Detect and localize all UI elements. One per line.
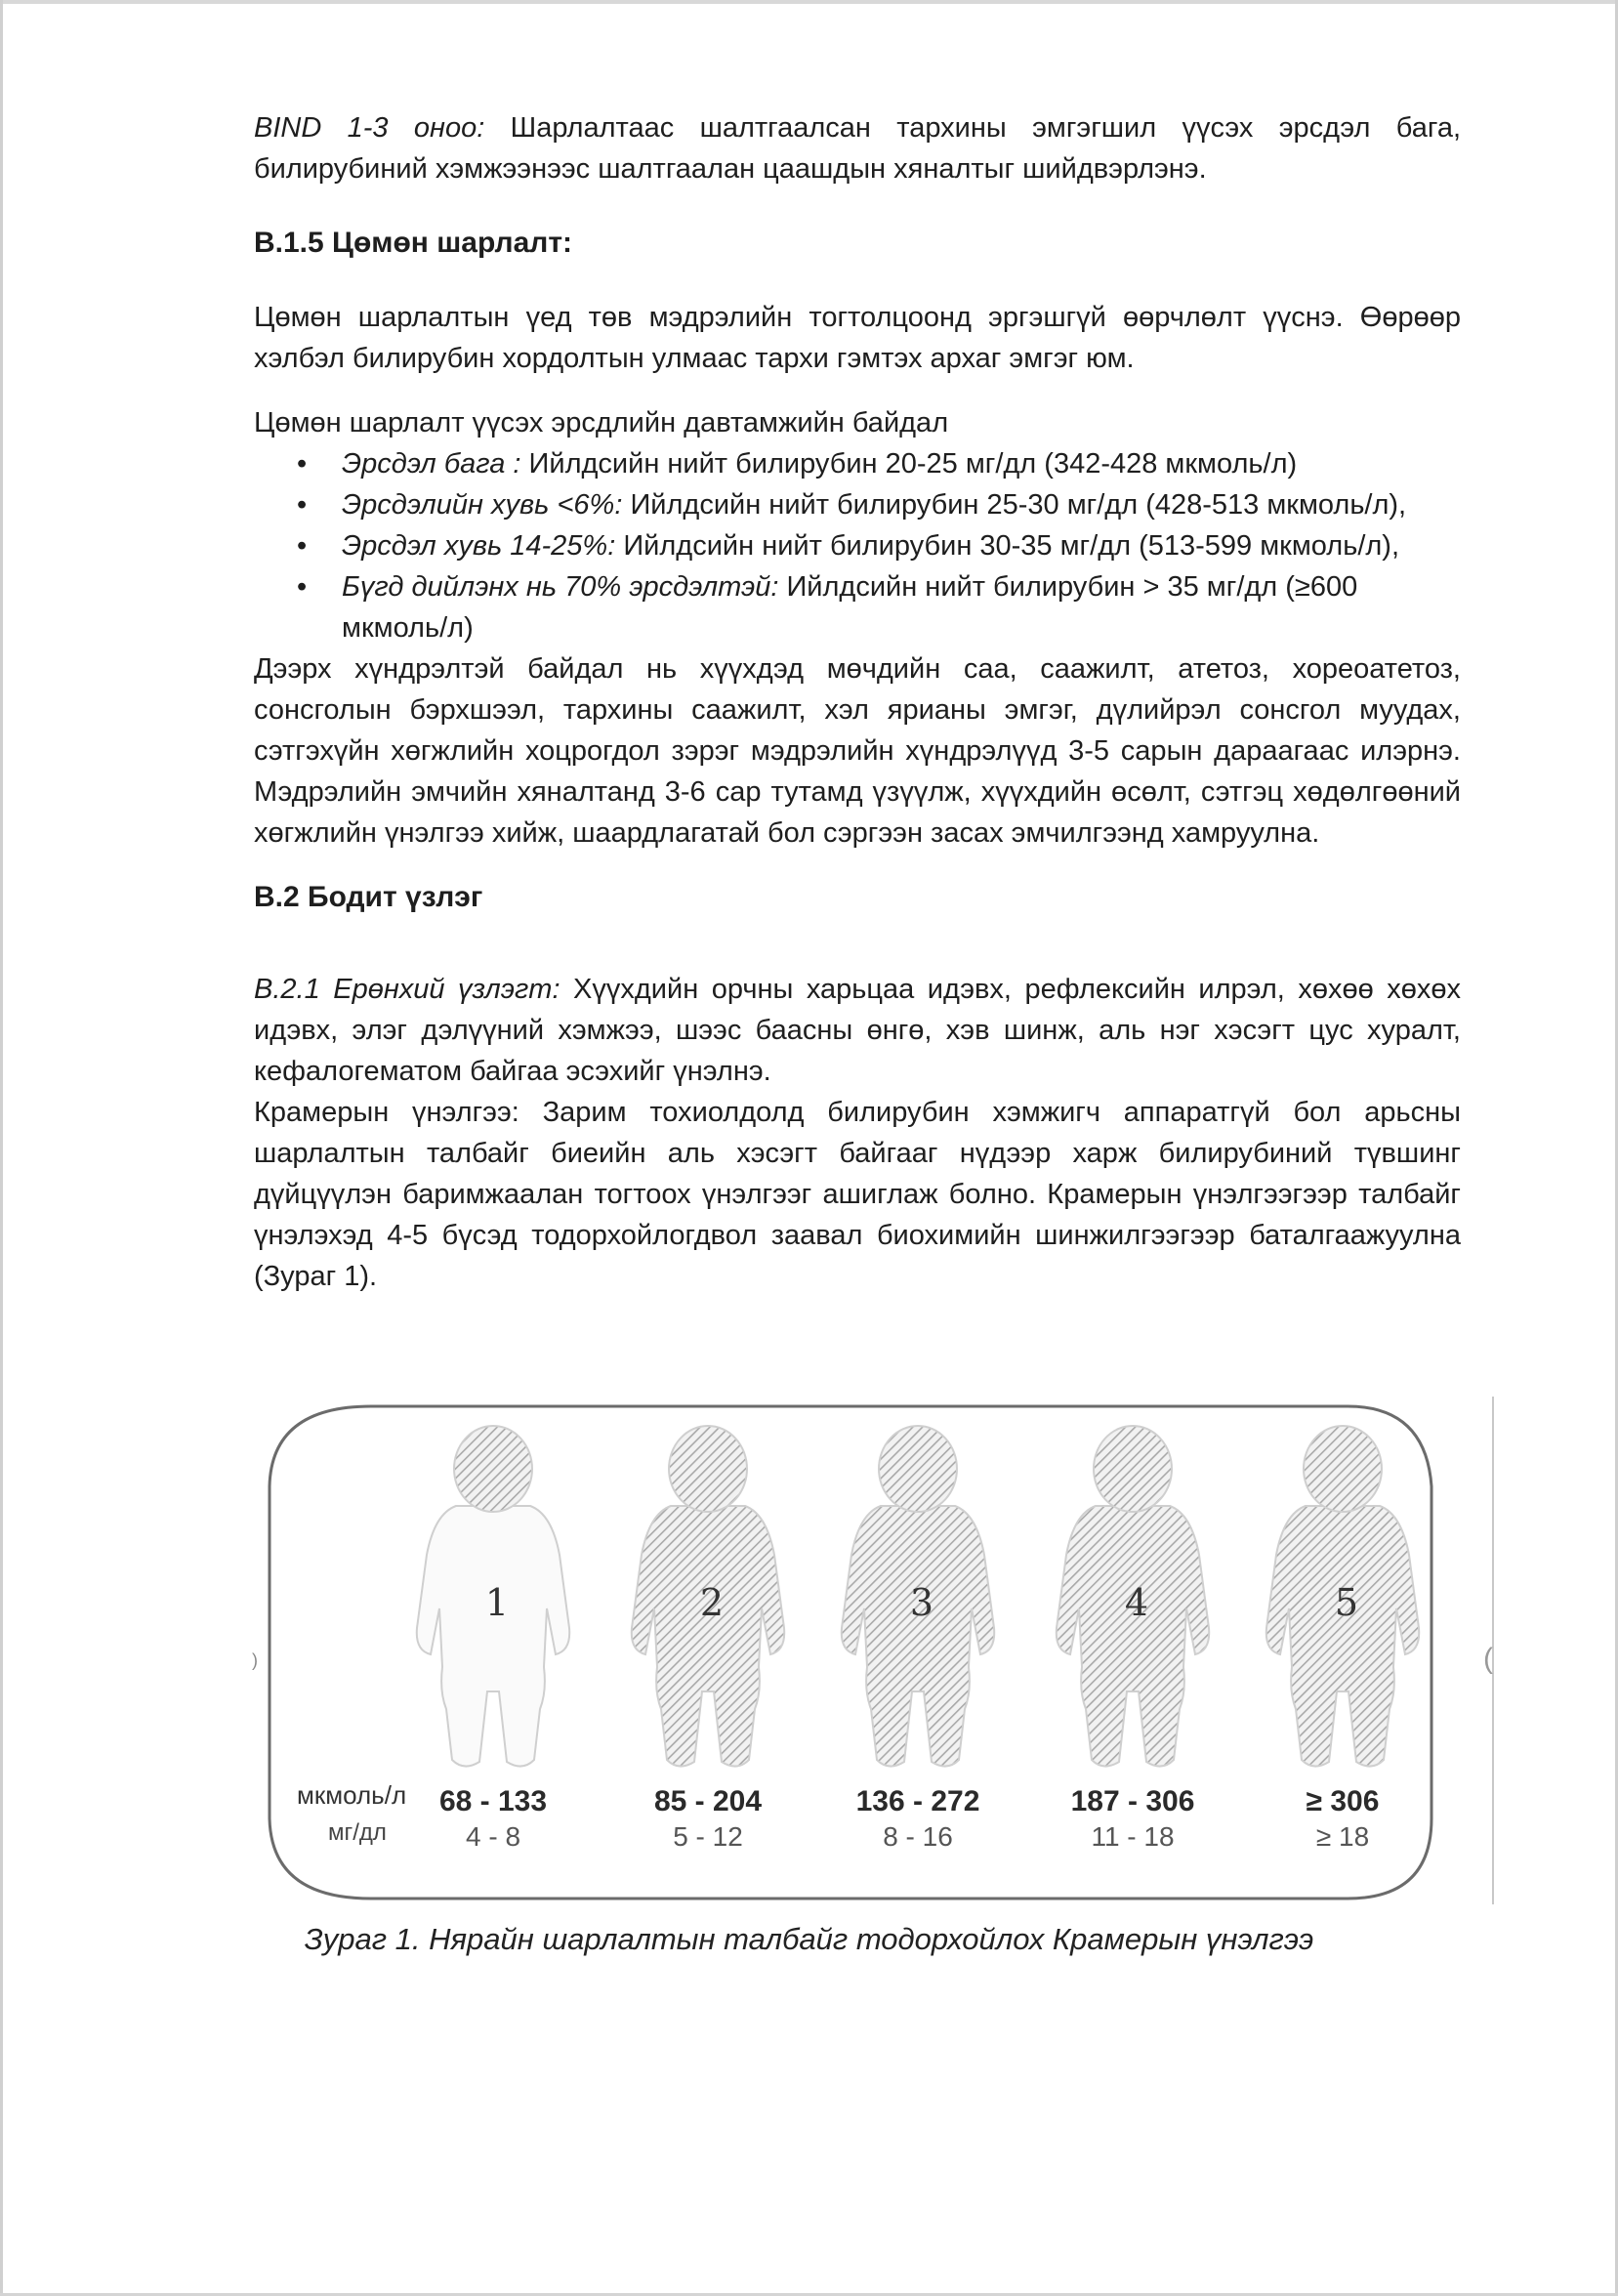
general-exam-label: B.2.1 Ерөнхий үзлэгт:: [254, 974, 560, 1005]
bullet-marker: •: [297, 489, 308, 521]
bullet-marker: •: [297, 448, 308, 480]
risk-item-label: Эрсдэл хувь 14-25%:: [342, 530, 616, 562]
baby-head: [669, 1426, 747, 1512]
zone-number: 2: [699, 1581, 725, 1624]
zone-mgdl-value: 11 - 18: [1091, 1821, 1175, 1852]
risk-list-item: [297, 484, 1461, 525]
section-b15-intro: Цөмөн шарлалтын үед төв мэдрэлийн тогтолцоонд эргэшгүй өөрчлөлт үүснэ. Өөрөөр хэлбэл билирубин хордолтын улмаас тархи гэмтэх архаг эмгэг юм.: [254, 302, 1461, 374]
unit-mkmol-label: мкмоль/л: [297, 1780, 407, 1810]
unit-mgdl-label: мг/дл: [328, 1819, 387, 1846]
baby-body: [1266, 1506, 1419, 1767]
zone-mgdl-value: 5 - 12: [673, 1821, 743, 1852]
risk-list-item: [297, 525, 1461, 566]
bind-text: Шарлалтаас шалтгаалсан тархины эмгэгшил үүсэх эрсдэл бага, билирубиний хэмжээнээс шалтгаалан цаашдын хяналтыг шийдвэрлэнэ.: [254, 112, 1462, 185]
baby-head: [1094, 1426, 1172, 1512]
zone-number: 4: [1124, 1581, 1149, 1624]
kramer-figure: [264, 1398, 1447, 1906]
risk-item-label: Бүгд дийлэнх нь 70% эрсдэлтэй:: [342, 571, 779, 603]
zone-values: [439, 1785, 1379, 1852]
complications-paragraph: Дээрх хүндрэлтэй байдал нь хүүхдэд мөчдийн саа, саажилт, атетоз, хореоатетоз, сонсголын бэрхшээл, тархины саажилт, хэл ярианы эмгэг, дүлийрэл сонсгол муудах, сэтгэхүйн хөгжлийн хоцрогдол зэрэг мэдрэлийн хүндрэлүүд 3-5 сарын дараагаас илэрнэ. Мэдрэлийн эмчийн хяналтанд 3-6 сар тутамд үзүүлж, хүүхдийн өсөлт, сэтгэц хөдөлгөөний хөгжлийн үнэлгээ хийж, шаардлагатай бол сэргээн засах эмчилгээнд хамруулна.: [254, 653, 1461, 849]
bullet-marker: •: [297, 530, 308, 562]
bind-paragraph: [254, 107, 1461, 189]
baby-figure-zone-1: [417, 1426, 569, 1767]
baby-body: [417, 1506, 569, 1767]
risk-item-text: Ийлдсийн нийт билирубин 25-30 мг/дл (428-513 мкмоль/л),: [622, 489, 1407, 521]
zone-number: 1: [484, 1581, 510, 1624]
baby-body: [842, 1506, 994, 1767]
baby-head: [454, 1426, 532, 1512]
baby-figure-zone-5: [1266, 1426, 1419, 1767]
risk-list-heading: Цөмөн шарлалт үүсэх эрсдлийн давтамжийн байдал: [254, 407, 949, 438]
zone-mkmol-value: 68 - 133: [438, 1785, 548, 1817]
risk-list: [254, 443, 1461, 648]
baby-head: [879, 1426, 957, 1512]
zone-mgdl-value: 8 - 16: [883, 1821, 953, 1852]
baby-head: [1304, 1426, 1382, 1512]
risk-item-label: Эрсдэлийн хувь <6%:: [342, 489, 623, 521]
figure-caption: Зураг 1. Нярайн шарлалтын талбайг тодорхойлох Крамерын үнэлгээ: [304, 1922, 1314, 1956]
baby-figures: [417, 1426, 1419, 1767]
scan-mark: (: [1483, 1643, 1493, 1675]
risk-item-text: Ийлдсийн нийт билирубин 20-25 мг/дл (342-428 мкмоль/л): [520, 448, 1298, 480]
zone-mkmol-value: 187 - 306: [1070, 1785, 1195, 1817]
risk-item-text: Ийлдсийн нийт билирубин 30-35 мг/дл (513-599 мкмоль/л),: [615, 530, 1400, 562]
scan-mark: ): [252, 1650, 258, 1670]
zone-number: 3: [909, 1581, 934, 1624]
zone-mgdl-value: 4 - 8: [465, 1821, 521, 1852]
bind-label: BIND 1-3 оноо:: [254, 112, 485, 144]
text-column: [254, 107, 1461, 1297]
zone-mgdl-value: ≥ 18: [1315, 1821, 1370, 1852]
section-b2-title: B.2 Бодит үзлэг: [254, 881, 483, 913]
zone-mkmol-value: ≥ 306: [1306, 1785, 1380, 1817]
risk-list-item: [297, 443, 1461, 484]
zone-number: 5: [1334, 1581, 1359, 1624]
general-exam-text: Хүүхдийн орчны харьцаа идэвх, рефлексийн илрэл, хөхөө хөхөх идэвх, элэг дэлүүний хэмжээ, шээс баасны өнгө, хэв шинж, аль нэг хэсэгт цус хуралт, кефалогематом байгаа эсэхийг үнэлнэ.: [254, 974, 1461, 1087]
section-b15-title: B.1.5 Цөмөн шарлалт:: [254, 227, 573, 259]
baby-body: [1057, 1506, 1209, 1767]
baby-body: [632, 1506, 784, 1767]
baby-figure-zone-4: [1057, 1426, 1209, 1767]
risk-item-text: Ийлдсийн нийт билирубин > 35 мг/дл (≥600 мкмоль/л): [342, 571, 1358, 644]
risk-list-item: [297, 566, 1461, 648]
general-exam-paragraph: [254, 969, 1461, 1092]
kramer-paragraph: Крамерын үнэлгээ: Зарим тохиолдолд билирубин хэмжигч аппаратгүй бол арьсны шарлалтын талбайг биеийн аль хэсэгт байгааг нүдээр харж билирубиний түвшинг дүйцүүлэн баримжаалан тогтоох үнэлгээг ашиглаж болно. Крамерын үнэлгээгээр талбайг үнэлэхэд 4-5 бүсэд тодорхойлогдвол заавал биохимийн шинжилгээгээр баталгаажуулна (Зураг 1).: [254, 1097, 1461, 1292]
zone-mkmol-value: 136 - 272: [855, 1785, 980, 1817]
baby-figure-zone-2: [632, 1426, 784, 1767]
bullet-marker: •: [297, 571, 308, 603]
risk-item-label: Эрсдэл бага :: [342, 448, 521, 480]
baby-figure-zone-3: [842, 1426, 994, 1767]
scan-edge-top: [0, 0, 1618, 4]
zone-mkmol-value: 85 - 204: [653, 1785, 763, 1817]
